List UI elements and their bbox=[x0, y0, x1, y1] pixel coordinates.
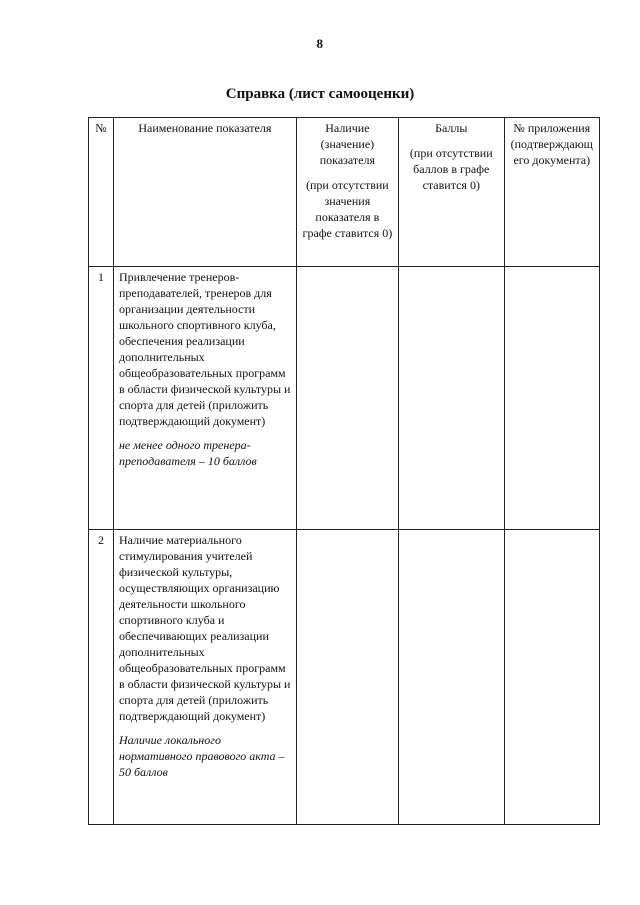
indicator-cell bbox=[113, 530, 296, 825]
header-num: № bbox=[89, 118, 114, 267]
table-row bbox=[89, 267, 600, 530]
header-name: Наименование показателя bbox=[113, 118, 296, 267]
indicator-name: Привлечение тренеров-преподавателей, тренеров для организации деятельности школьного спортивного клуба, обеспечения реализации дополнительных общеобразовательных программ в области физической культуры и спорта для детей (приложить подтверждающий документ) bbox=[118, 270, 291, 428]
row-number: 1 bbox=[89, 267, 114, 530]
header-presence bbox=[296, 118, 398, 267]
header-score bbox=[398, 118, 504, 267]
page-number: 8 bbox=[316, 36, 324, 51]
indicator-cell bbox=[113, 267, 296, 530]
header-score-note: (при отсутствии баллов в графе ставится 0) bbox=[409, 146, 493, 192]
indicator-name: Наличие материального стимулирования учителей физической культуры, осуществляющих организацию деятельности школьного спортивного клуба и обеспечивающих реализации дополнительных общеобразовательных программ в области физической культуры и спорта для детей (приложить подтверждающий документ) bbox=[118, 533, 291, 723]
score-cell[interactable] bbox=[398, 267, 504, 530]
presence-cell[interactable] bbox=[296, 267, 398, 530]
header-presence-main: Наличие (значение) показателя bbox=[319, 121, 375, 167]
self-assessment-table bbox=[88, 117, 600, 825]
header-presence-note: (при отсутствии значения показателя в графе ставится 0) bbox=[302, 178, 393, 240]
indicator-note: Наличие локального нормативного правового акта – 50 баллов bbox=[118, 733, 285, 779]
table-header-row bbox=[89, 118, 600, 267]
header-score-main: Баллы bbox=[435, 121, 468, 135]
indicator-note: не менее одного тренера-преподавателя – 10 баллов bbox=[118, 438, 257, 468]
table-row bbox=[89, 530, 600, 825]
row-number: 2 bbox=[89, 530, 114, 825]
score-cell[interactable] bbox=[398, 530, 504, 825]
appendix-cell[interactable] bbox=[504, 267, 599, 530]
document-title: Справка (лист самооценки) bbox=[225, 86, 415, 102]
header-appendix: № приложения (подтверждающ его документа) bbox=[504, 118, 599, 267]
presence-cell[interactable] bbox=[296, 530, 398, 825]
appendix-cell[interactable] bbox=[504, 530, 599, 825]
